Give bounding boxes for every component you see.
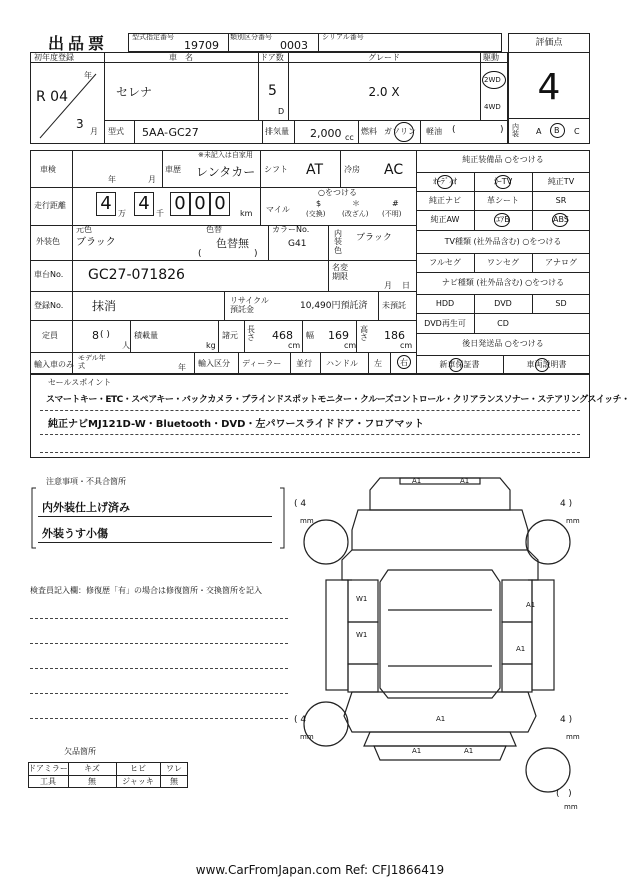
month-unit: 月: [90, 127, 98, 136]
dvd-playable: DVD再生可: [424, 319, 466, 328]
chassis-label: 車台No.: [34, 270, 64, 279]
inspector-note: 検査員記入欄：修復歴「有」の場合は修復箇所・交換箇所を記入: [30, 586, 262, 595]
parallel: 並行: [296, 359, 312, 368]
score-label: 評価点: [535, 38, 563, 48]
tire-front-right: 4 ): [560, 499, 573, 509]
ext-color: ブラック: [76, 237, 116, 248]
reg-no: 抹消: [92, 299, 117, 313]
dim-label: 諸元: [222, 331, 238, 340]
missing-tools-value: 無: [88, 777, 96, 786]
damage-a1-rear-bumper-left: A1: [412, 747, 422, 755]
unknown: (不明): [382, 210, 402, 218]
model-year-label: モデル年式: [78, 354, 106, 370]
fuel-label: 燃料: [361, 127, 377, 136]
sales-points-line2: 純正ナビMJ121D-W・Bluetooth・DVD・左パワースライドドア・フロアマット: [48, 419, 424, 430]
width-cm: cm: [344, 341, 357, 350]
repaint: 色替無: [216, 237, 249, 250]
genuine-aw: 純正AW: [430, 215, 460, 224]
diesel-label: 軽油: [426, 127, 442, 136]
damage-a1-front-left: A1: [412, 477, 422, 485]
model: 5AA-GC27: [142, 126, 199, 139]
exchange: (交換): [306, 210, 326, 218]
mileage-sen: 千: [156, 209, 164, 218]
ext-color-label: 外装色: [36, 237, 60, 246]
tv-type-title: TV種類 (社外品含む) ○をつける: [444, 237, 562, 246]
mileage-label: 走行距離: [34, 201, 66, 210]
import-type-label: 輸入区分: [198, 359, 230, 368]
dealer: ディーラー: [242, 359, 282, 368]
repaint-label: 色替: [206, 225, 222, 234]
drive-4wd: 4WD: [484, 103, 501, 111]
leather-seat: 革シート: [487, 196, 519, 205]
damage-a1-front-right: A1: [460, 477, 470, 485]
recycle-amount: 10,490円預託済: [300, 301, 368, 311]
missing-header-mirror: ドアミラー: [28, 764, 68, 773]
mile: マイル: [266, 205, 290, 214]
damage-a1-right-door: A1: [516, 645, 526, 653]
width: 169: [328, 329, 349, 342]
displacement: 2,000: [310, 127, 342, 140]
interior-label: 内装: [512, 123, 519, 138]
sheet-title: 出品票: [48, 34, 109, 53]
missing-parts-label: 欠品箇所: [64, 747, 96, 756]
type-no: 19709: [184, 39, 219, 52]
damage-a1-rear: A1: [436, 715, 446, 723]
int-color: ブラック: [356, 233, 392, 243]
height-label: 高さ: [360, 325, 368, 343]
load-label: 積載量: [134, 331, 158, 340]
color-no: G41: [288, 239, 307, 249]
car-damage-diagram: [290, 470, 590, 800]
genuine-equip-title: 純正装備品 ○をつける: [462, 155, 544, 164]
tire-front-left: ( 4: [294, 499, 307, 509]
grade-label: グレード: [368, 53, 400, 62]
mileage-circle-note: ○をつける: [318, 188, 357, 197]
genuine-tv: 純正TV: [547, 177, 575, 186]
orig-color-label: 元色: [76, 225, 92, 234]
width-label: 幅: [306, 331, 314, 340]
color-no-label: カラーNo.: [272, 225, 310, 234]
fullseg: フルセグ: [429, 258, 461, 267]
capacity-unit: 人: [122, 341, 130, 350]
new-car-warranty: 新車保証書: [439, 360, 480, 369]
notes-line1: 内外装仕上げ済み: [42, 501, 130, 514]
exchange-sign: $: [316, 199, 322, 208]
first-reg-era: R 04: [36, 89, 68, 105]
tire-rear-right: 4 ): [560, 715, 573, 725]
mileage-d4: 0: [194, 193, 206, 214]
capacity-paren: ( ): [100, 330, 110, 340]
car-tv: ｶｰTV: [493, 177, 513, 186]
airbag: ｴｱB: [496, 215, 510, 224]
fuel-circle: [394, 122, 414, 142]
missing-header-scratch: キズ: [84, 764, 100, 773]
tire-rear-left: ( 4: [294, 715, 307, 725]
height: 186: [384, 329, 405, 342]
chassis-no: GC27-071826: [88, 267, 185, 283]
year-unit: 年: [84, 71, 92, 80]
tamper-sign: ＊: [352, 199, 360, 208]
score-value: 4: [537, 67, 561, 108]
unknown-sign: #: [392, 199, 399, 208]
interior-b: B: [554, 126, 560, 135]
mileage-man: 万: [118, 209, 126, 218]
load-unit: kg: [206, 341, 216, 350]
first-reg-label: 初年度登録: [34, 53, 74, 62]
tire-fl-mm: mm: [300, 517, 314, 525]
missing-header-crack: ヒビ: [130, 764, 146, 773]
height-cm: cm: [400, 341, 413, 350]
cd: CD: [497, 319, 509, 328]
displacement-unit: cc: [345, 133, 354, 142]
mileage-d2: 4: [138, 193, 150, 214]
doors: 5: [268, 83, 277, 99]
sales-points-label: セールスポイント: [48, 378, 112, 387]
capacity: 8: [92, 329, 99, 342]
mileage-d1: 4: [100, 193, 112, 214]
dvd: DVD: [494, 299, 512, 308]
tire-spare: ( ): [556, 789, 572, 799]
name-change-label: 名変期限: [332, 263, 348, 281]
genuine-nav: 純正ナビ: [429, 196, 461, 205]
handle-label: ハンドル: [326, 359, 358, 368]
vehicle-manual: 車両説明書: [526, 360, 567, 369]
sales-points-line1: スマートキー・ETC・スペアキー・バックカメラ・ブラインドスポットモニター・クルーズコントロール・クリアランスソナー・ステアリングスイッチ・: [46, 395, 630, 405]
model-label: 型式: [108, 127, 124, 136]
reg-label: 登録No.: [34, 301, 64, 310]
handle-left: 左: [374, 359, 382, 368]
car-name: セレナ: [116, 85, 153, 99]
sd: SD: [555, 299, 567, 308]
serial-label: シリアル番号: [322, 33, 364, 41]
grade: 2.0 X: [368, 85, 400, 99]
drive-label: 駆動: [483, 53, 499, 62]
int-color-label: 内装色: [334, 229, 342, 255]
tamper: (改ざん): [342, 210, 369, 218]
history-label: 車歴: [165, 165, 181, 174]
nav-type-title: ナビ種類 (社外品含む) ○をつける: [441, 278, 565, 287]
notes-label: 注意事項・不具合箇所: [46, 477, 126, 486]
inspection-year: 年: [108, 175, 116, 184]
sunroof: SR: [555, 196, 567, 205]
missing-header-break: ワレ: [166, 764, 182, 773]
doors-label: ドア数: [260, 53, 284, 62]
recycle-label: リサイクル預託金: [230, 296, 269, 315]
type-no-label: 型式指定番号: [132, 33, 174, 41]
abs: ABS: [553, 215, 569, 224]
footer-ref: www.CarFromJapan.com Ref: CFJ1866419: [195, 863, 445, 877]
length-label: 長さ: [247, 325, 255, 343]
first-reg-month: 3: [76, 117, 84, 131]
handle-right: 右: [400, 358, 408, 367]
sales-points-box: [30, 374, 590, 458]
damage-w1-left-rear-door: W1: [356, 631, 368, 639]
fuel: ガソリン: [384, 127, 416, 136]
import-label: 輸入車のみ: [34, 360, 74, 369]
drive-2wd: 2WD: [484, 76, 501, 84]
shift: AT: [306, 162, 324, 178]
tire-rr-mm: mm: [566, 733, 580, 741]
class-no-label: 類別区分番号: [230, 33, 272, 41]
missing-jack-label: ジャッキ: [122, 777, 154, 786]
interior-c: C: [574, 127, 580, 136]
later-ship-title: 後日発送品 ○をつける: [462, 339, 544, 348]
length: 468: [272, 329, 293, 342]
oneseg: ワンセグ: [487, 258, 519, 267]
ac: AC: [384, 162, 404, 178]
tire-rl-mm: mm: [300, 733, 314, 741]
recycle-unpaid: 未預託: [382, 301, 406, 310]
interior-a: A: [536, 127, 542, 136]
inspection-label: 車検: [40, 165, 56, 174]
damage-w1-left-front-door: W1: [356, 595, 368, 603]
tire-fr-mm: mm: [566, 517, 580, 525]
history: レンタカー: [196, 165, 256, 179]
name-change-day: 日: [402, 281, 410, 290]
mileage-d5: 0: [214, 193, 226, 214]
analog: アナログ: [545, 258, 577, 267]
tire-spare-mm: mm: [564, 803, 578, 811]
damage-a1-right-fender: A1: [526, 601, 536, 609]
shift-label: シフト: [264, 165, 288, 174]
notes-bracket: [30, 486, 286, 550]
displacement-label: 排気量: [265, 127, 289, 136]
damage-a1-rear-bumper-right: A1: [464, 747, 474, 755]
audio: ｵｰﾃﾞｨｵ: [433, 177, 457, 186]
hdd: HDD: [435, 299, 455, 308]
inspection-month: 月: [148, 175, 156, 184]
capacity-label: 定員: [42, 331, 58, 340]
missing-jack-value: 無: [170, 777, 178, 786]
missing-tools-label: 工具: [40, 777, 56, 786]
model-year-unit: 年: [178, 363, 186, 372]
mileage-d3: 0: [174, 193, 186, 214]
class-no: 0003: [280, 39, 308, 52]
length-cm: cm: [288, 341, 301, 350]
notes-line2: 外装うす小傷: [42, 527, 108, 540]
name-change-month: 月: [384, 281, 392, 290]
ac-label: 冷房: [344, 165, 360, 174]
door-suffix: D: [278, 107, 285, 116]
history-note: ※未記入は自家用: [198, 151, 253, 159]
mileage-km: km: [240, 209, 253, 218]
car-name-label: 車 名: [169, 53, 193, 62]
